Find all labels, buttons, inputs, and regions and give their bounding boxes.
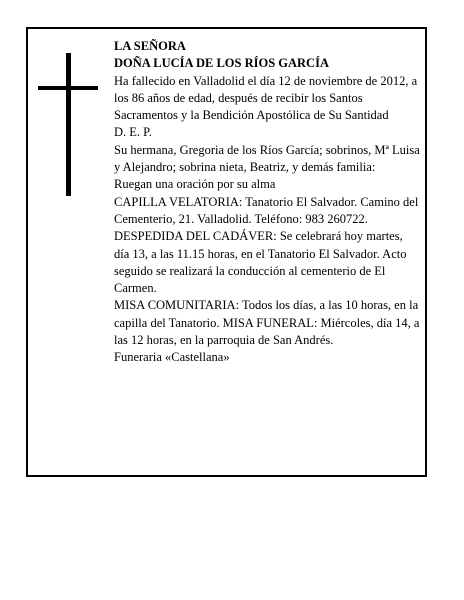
farewell-info: DESPEDIDA DEL CADÁVER: Se celebrará hoy martes, día 13, a las 11.15 horas, en el Tanatorio El Salvador. Acto seguido se realizará la conducción al cementerio de El Carmen. (114, 229, 407, 296)
deceased-name: DOÑA LUCÍA DE LOS RÍOS GARCÍA (114, 56, 329, 71)
chapel-info: CAPILLA VELATORIA: Tanatorio El Salvador. Camino del Cementerio, 21. Valladolid. Teléfono: 983 260722. (114, 194, 419, 226)
cross-icon (66, 53, 71, 196)
mass-info: MISA COMUNITARIA: Todos los días, a las 10 horas, en la capilla del Tanatorio. MISA FUNERAL: Miércoles, día 14, a las 12 horas, en la parroquia de San Andrés. (114, 298, 420, 348)
rip-text: D. E. P. (114, 125, 152, 140)
death-announcement: Ha fallecido en Valladolid el día 12 de noviembre de 2012, a los 86 años de edad, después de recibir los Santos Sacramentos y la Bendición Apostólica de Su Santidad (114, 73, 418, 123)
cross-icon-crossbar (38, 86, 98, 90)
funeral-home: Funeraria «Castellana» (114, 350, 230, 365)
obituary-text (114, 38, 420, 367)
family-list: Su hermana, Gregoria de los Ríos García; sobrinos, Mª Luisa y Alejandro; sobrina nieta, Beatriz, y demás familia: (114, 142, 420, 175)
obituary-title: LA SEÑORA (114, 39, 186, 53)
prayer-request: Ruegan una oración por su alma (114, 177, 276, 192)
